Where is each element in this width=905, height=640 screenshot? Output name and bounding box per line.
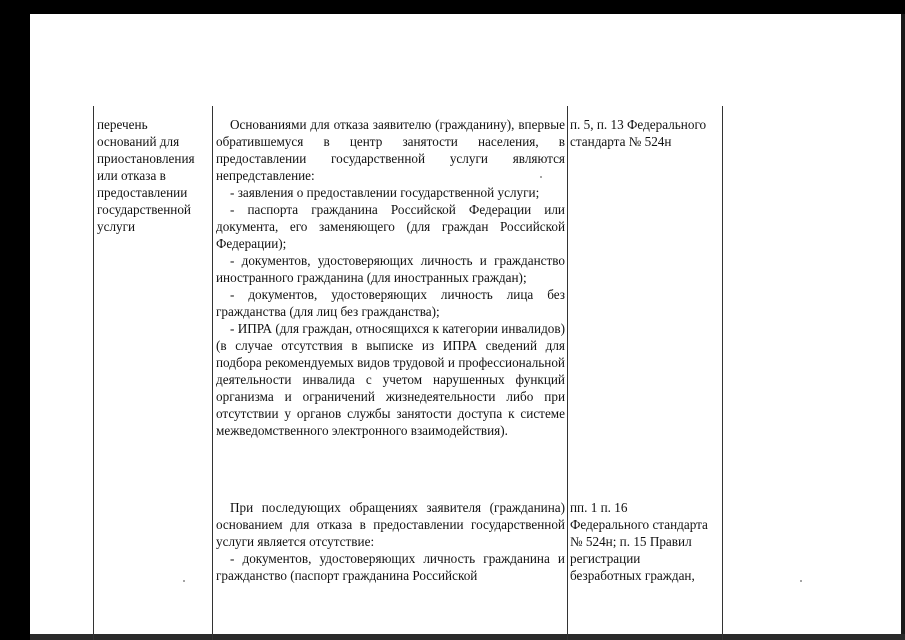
reference-text: п. 5, п. 13 Федерального стандарта № 524н <box>570 117 707 149</box>
table-divider-1 <box>212 106 213 640</box>
scan-speck <box>183 580 185 582</box>
heading-line: государственной <box>97 202 191 217</box>
heading-line: приостановления <box>97 151 195 166</box>
reference-line: пп. 1 п. 16 <box>570 500 628 515</box>
heading-line: услуги <box>97 219 136 234</box>
refusal-item: - заявления о предоставлении государственной услуги; <box>230 185 540 200</box>
refusal-item: - паспорта гражданина Российской Федерации или документа, его заменяющего (для граждан Российской Федерации); <box>216 202 565 251</box>
heading-line: оснований для <box>97 134 180 149</box>
table-divider-2 <box>567 106 568 640</box>
refusal-intro: При последующих обращениях заявителя (гражданина) основанием для отказа в предоставлении государственной услуги является отсутствие: <box>216 500 565 549</box>
column-1-heading <box>97 116 209 235</box>
refusal-item: - документов, удостоверяющих личность гражданина и гражданство (паспорт гражданина Российской <box>216 551 565 583</box>
reference-line: регистрации <box>570 551 641 566</box>
scan-speck <box>540 176 542 178</box>
heading-line: перечень <box>97 117 148 132</box>
refusal-intro: Основаниями для отказа заявителю (гражданину), впервые обратившемуся в центр занятости населения, в предоставлении государственной услуги являются непредставление: <box>216 117 565 183</box>
reference-line: № 524н; п. 15 Правил <box>570 534 692 549</box>
refusal-item: - документов, удостоверяющих личность и гражданство иностранного гражданина (для иностранных граждан); <box>216 253 565 285</box>
scan-border-bottom <box>30 634 905 640</box>
table-border-right <box>722 106 723 640</box>
scan-border-left <box>0 0 30 640</box>
scan-speck <box>800 580 802 582</box>
first-contact-refusal-grounds <box>216 116 565 439</box>
table-border-left <box>93 106 94 640</box>
heading-line: предоставлении <box>97 185 188 200</box>
refusal-item: - ИПРА (для граждан, относящихся к категории инвалидов) (в случае отсутствия в выписке из ИПРА сведений для подбора рекомендуемых видов трудовой и профессиональной деятельности инвалида с учетом нарушенных функций организма и ограничений жизнедеятельности либо при отсутствии у органов службы занятости доступа к системе межведомственного электронного взаимодействия). <box>216 321 565 438</box>
scan-border-top <box>30 0 905 14</box>
refusal-item: - документов, удостоверяющих личность лица без гражданства (для лиц без гражданства); <box>216 287 565 319</box>
repeat-contact-reference <box>570 499 722 584</box>
first-contact-reference <box>570 116 722 150</box>
scan-border-right <box>901 14 905 640</box>
reference-line: Федерального стандарта <box>570 517 708 532</box>
reference-line: безработных граждан, <box>570 568 695 583</box>
heading-line: или отказа в <box>97 168 166 183</box>
repeat-contact-refusal-grounds <box>216 499 565 584</box>
